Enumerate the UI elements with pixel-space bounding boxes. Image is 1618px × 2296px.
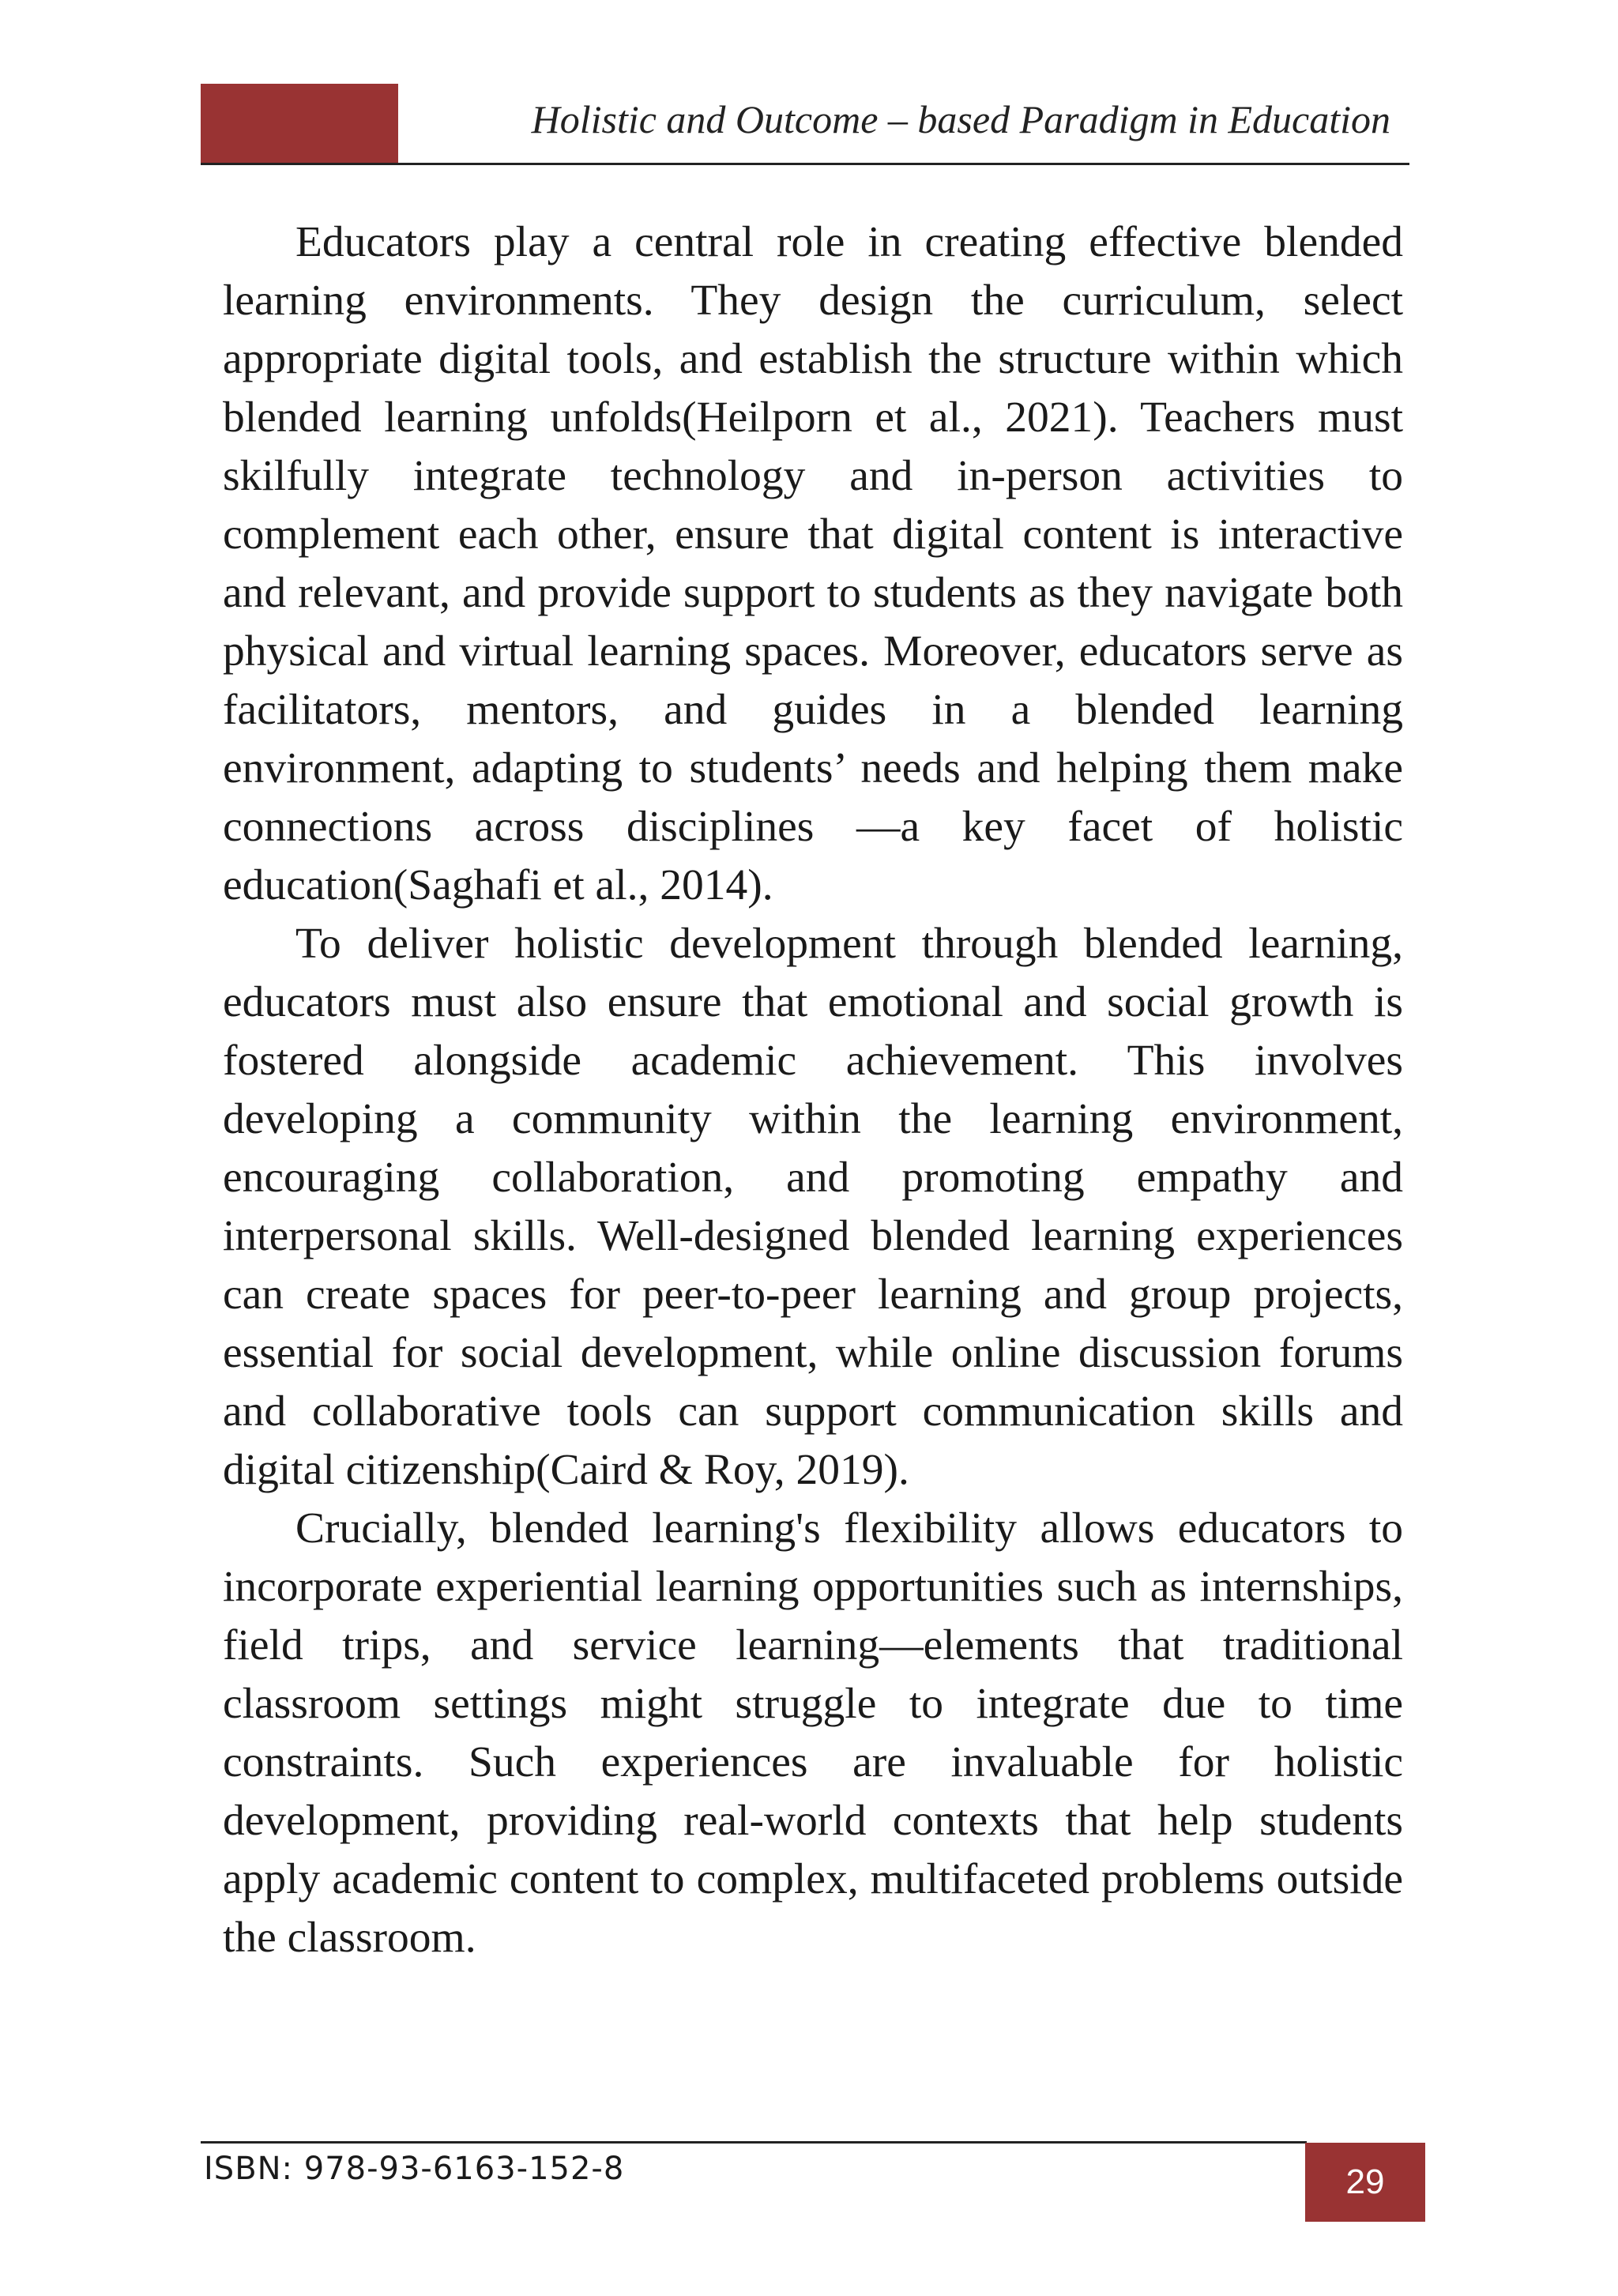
footer-divider [201,2141,1307,2144]
paragraph-1: Educators play a central role in creating effective blended learning environments. They design the curriculum, select appropriate digital tools, and establish the structure within which blended learning unfolds(Heilporn et al., 2021). Teachers must skilfully integrate technology and in-person activities to complement each other, ensure that digital content is interactive and relevant, and provide support to students as they navigate both physical and virtual learning spaces. Moreover, educators serve as facilitators, mentors, and guides in a blended learning environment, adapting to students’ needs and helping them make connections across disciplines —a key facet of holistic education(Saghafi et al., 2014). [223,218,1403,909]
body-text [223,213,1403,1967]
paragraph-3: Crucially, blended learning's flexibility allows educators to incorporate experiential learning opportunities such as internships, field trips, and service learning—elements that traditional classroom settings might struggle to integrate due to time constraints. Such experiences are invaluable for holistic development, providing real-world contexts that help students apply academic content to complex, multifaceted problems outside the classroom. [223,1504,1403,1962]
header-accent-block [201,84,398,163]
page-number: 29 [1345,2162,1385,2201]
page-number-box [1305,2143,1425,2222]
header-divider [201,163,1409,165]
paragraph-2: To deliver holistic development through blended learning, educators must also ensure that emotional and social growth is fostered alongside academic achievement. This involves developing a community within the learning environment, encouraging collaboration, and promoting empathy and interpersonal skills. Well-designed blended learning experiences can create spaces for peer-to-peer learning and group projects, essential for social development, while online discussion forums and collaborative tools can support communication skills and digital citizenship(Caird & Roy, 2019). [223,920,1403,1494]
running-header-title: Holistic and Outcome – based Paradigm in Education [531,97,1390,141]
isbn-label: ISBN: 978-93-6163-152-8 [204,2151,625,2187]
